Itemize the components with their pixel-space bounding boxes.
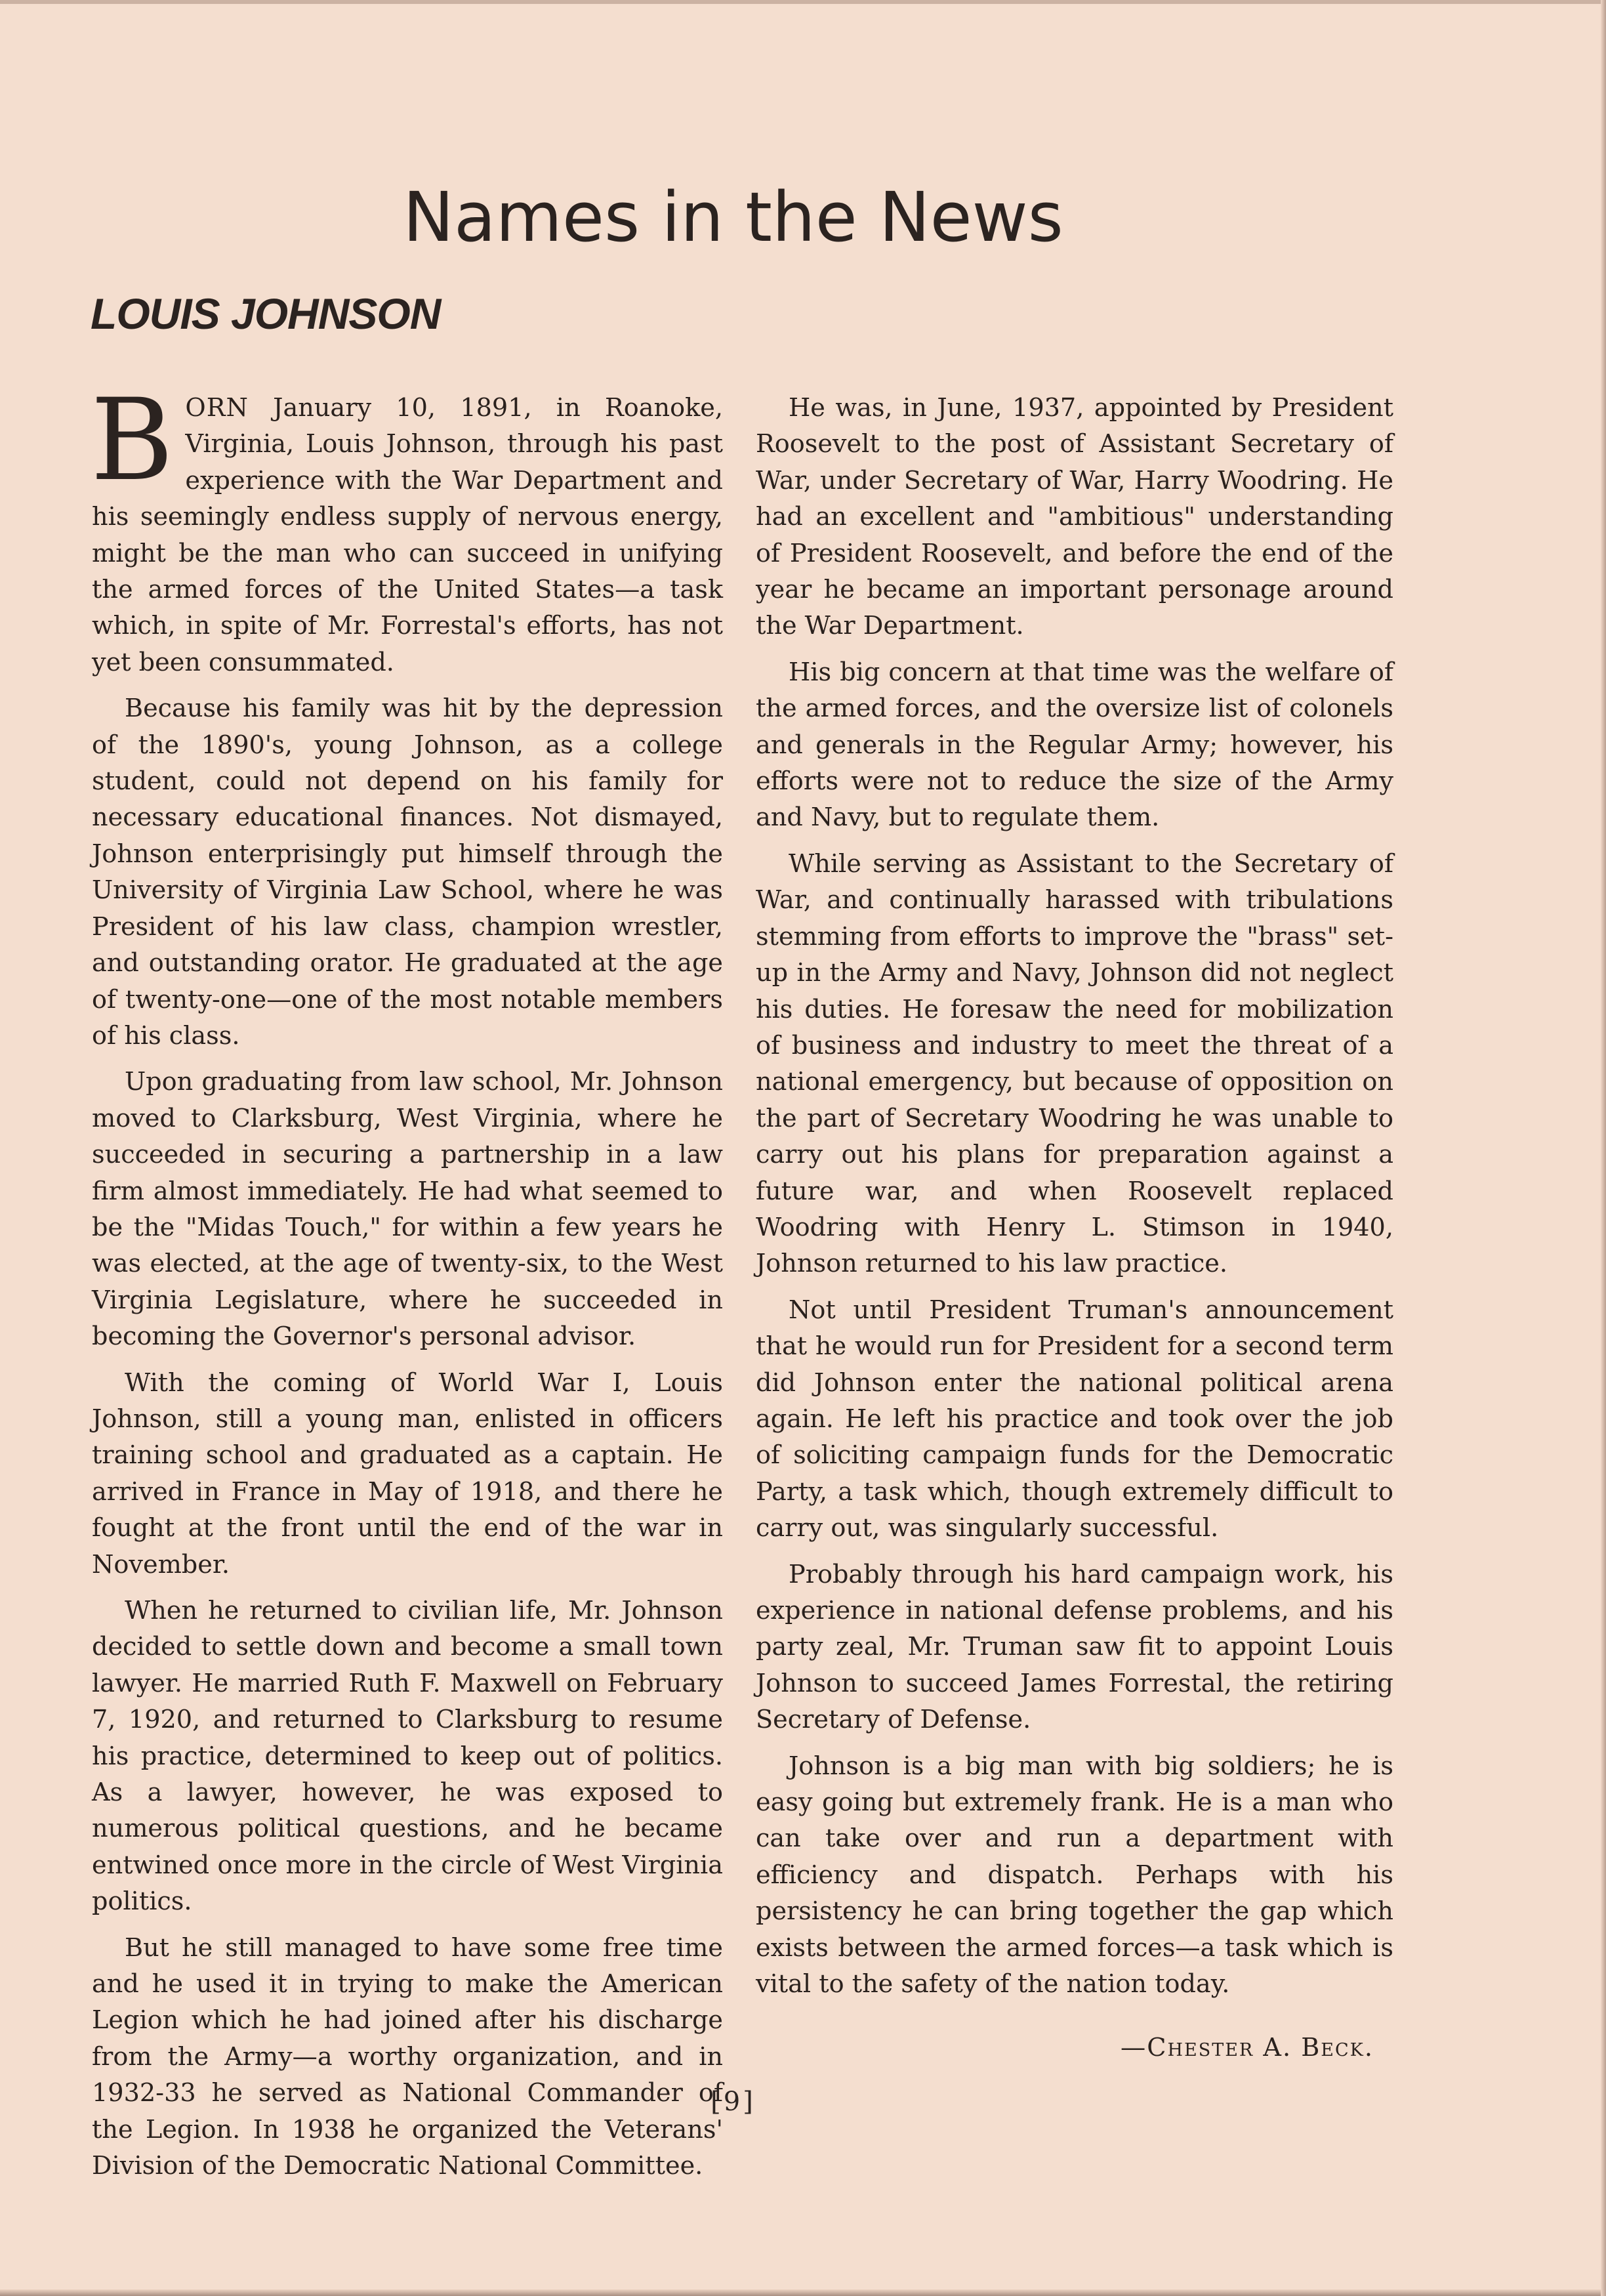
article-paragraph	[91, 374, 723, 681]
lead-word: ORN	[185, 394, 249, 423]
page-bottom-edge	[0, 2289, 1606, 2296]
article-paragraph: With the coming of World War I, Louis Johnson, still a young man, enlisted in officers training school and graduated as a captain. He arrived in France in May of 1918, and there he fought at the front until the end of the war in November.	[92, 1368, 723, 1579]
drop-cap: B	[91, 374, 174, 506]
article-column-left	[91, 374, 723, 2195]
article-paragraph: He was, in June, 1937, appointed by President Roosevelt to the post of Assistant Secretary of War, under Secretary of War, Harry Woodring. He had an excellent and "ambitious" understanding of President Roosevelt, and before the end of the year he became an important personage around the War Department.	[756, 394, 1393, 641]
article-paragraph: Not until President Truman's announcement that he would run for President for a second term did Johnson enter the national political arena again. He left his practice and took over the job of soliciting campaign funds for the Democratic Party, a task which, though extremely difficult to carry out, was singularly successful.	[756, 1295, 1393, 1543]
article-paragraph: While serving as Assistant to the Secretary of War, and continually harassed with tribulations stemming from efforts to improve the "brass" set-up in the Army and Navy, Johnson did not neglect his duties. He foresaw the need for mobilization of business and industry to meet the threat of a national emergency, but because of opposition on the part of Secretary Woodring he was unable to carry out his plans for preparation against a future war, and when Roosevelt replaced Woodring with Henry L. Stimson in 1940, Johnson returned to his law practice.	[756, 849, 1393, 1279]
article-paragraph: But he still managed to have some free time and he used it in trying to make the American Legion which he had joined after his discharge from the Army—a worthy organization, and in 1932-33 he served as National Commander of the Legion. In 1938 he organized the Veterans' Division of the Democratic National Committee.	[92, 1933, 723, 2181]
paragraph-text: January 10, 1891, in Roanoke, Virginia, Louis Johnson, through his past experience with the War Department and his seemingly endless supply of nervous energy, might be the man who can succeed in unifying the armed forces of the United States—a task which, in spite of Mr. Forrestal's efforts, has not yet been consummated.	[92, 394, 723, 677]
article-column-right	[756, 390, 1393, 2077]
article-paragraph: Upon graduating from law school, Mr. Johnson moved to Clarksburg, West Virginia, where he succeeded in securing a partnership in a law firm almost immediately. He had what seemed to be the "Midas Touch," for within a few years he was elected, at the age of twenty-six, to the West Virginia Legislature, where he succeeded in becoming the Governor's personal advisor.	[92, 1068, 723, 1352]
article-paragraph: Probably through his hard campaign work, his experience in national defense problems, and his party zeal, Mr. Truman saw fit to appoint Louis Johnson to succeed James Forrestal, the retiring Secretary of Defense.	[756, 1560, 1393, 1735]
article-paragraph: Johnson is a big man with big soldiers; he is easy going but extremely frank. He is a man who can take over and run a department with efficiency and dispatch. Perhaps with his persistency he can bring together the gap which exists between the armed forces—a task which is vital to the safety of the nation today.	[756, 1751, 1393, 1999]
article-paragraph: His big concern at that time was the welfare of the armed forces, and the oversize list of colonels and generals in the Regular Army; however, his efforts were not to reduce the size of the Army and Navy, but to regulate them.	[756, 657, 1393, 833]
page-title: Names in the News	[403, 177, 1063, 257]
article-paragraph: Because his family was hit by the depression of the 1890's, young Johnson, as a college student, could not depend on his family for necessary educational finances. Not dismayed, Johnson enterprisingly put himself through the University of Virginia Law School, where he was President of his law class, champion wrestler, and outstanding orator. He graduated at the age of twenty-one—one of the most notable members of his class.	[92, 694, 723, 1051]
article-subject-heading: LOUIS JOHNSON	[91, 289, 441, 338]
article-paragraph: When he returned to civilian life, Mr. Johnson decided to settle down and become a small town lawyer. He married Ruth F. Maxwell on February 7, 1920, and returned to Clarksburg to resume his practice, determined to keep out of politics. As a lawyer, however, he was exposed to numerous political questions, and he became entwined once more in the circle of West Virginia politics.	[92, 1597, 723, 1917]
page-number: [9]	[710, 2087, 756, 2117]
author-signature: —Chester A. Beck.	[1121, 2034, 1374, 2063]
